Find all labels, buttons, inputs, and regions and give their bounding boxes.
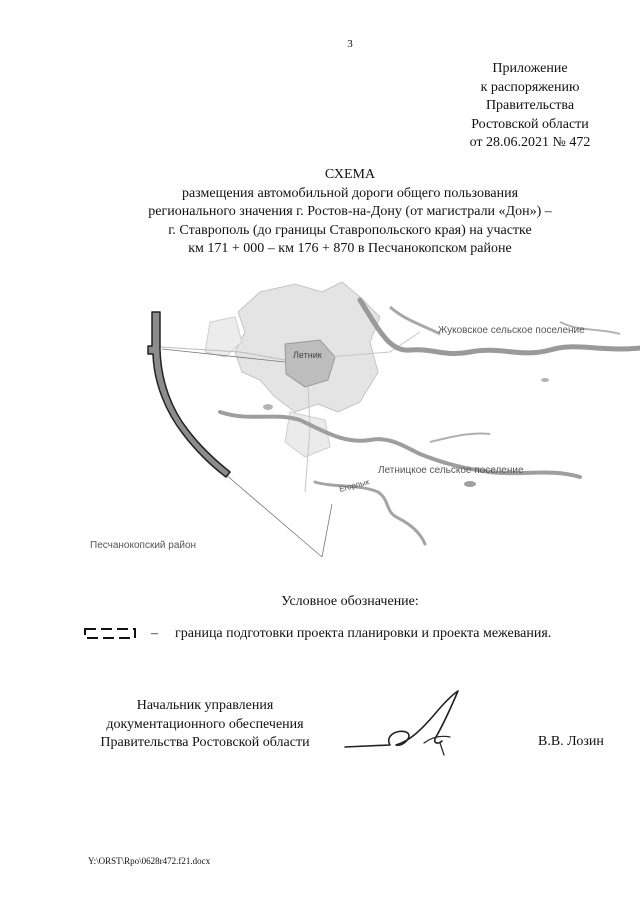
map-label-river: Егорлык (338, 477, 371, 494)
lake (464, 481, 476, 487)
river-south-branch (315, 482, 425, 544)
signer-name: В.В. Лозин (538, 734, 604, 749)
lake (263, 404, 273, 410)
appendix-line: Ростовской области (471, 116, 589, 132)
legend-description: граница подготовки проекта планировки и проекта межевания. (175, 626, 552, 641)
map-label-zhukovskoe: Жуковское сельское поселение (438, 325, 585, 336)
leader-line (322, 504, 332, 557)
signer-position (80, 697, 330, 753)
handwritten-signature (340, 685, 480, 760)
lake (541, 378, 549, 382)
appendix-date-number: от 28.06.2021 № 472 (469, 135, 591, 150)
scheme-map (60, 262, 640, 582)
appendix-line: Приложение (492, 61, 568, 76)
signer-position-line: Правительства Ростовской области (100, 735, 310, 750)
appendix-line: к распоряжению (480, 79, 580, 95)
title-heading: СХЕМА (324, 167, 376, 182)
title-line: г. Ставрополь (до границы Ставропольского края) на участке (168, 222, 532, 238)
signer-position-line: Начальник управления (136, 698, 274, 713)
title-line: размещения автомобильной дороги общего пользования (181, 185, 519, 201)
title-line: км 171 + 000 – км 176 + 870 в Песчанокопском районе (188, 241, 512, 256)
river-south-branch (430, 434, 490, 442)
file-path: Y:\ORST\Rpo\0628r472.f21.docx (88, 856, 211, 866)
appendix-block (420, 60, 640, 153)
map-label-village: Летник (293, 350, 322, 360)
leader-line (225, 474, 322, 557)
river-branch (390, 307, 440, 334)
map-label-letnitskoe: Летницкое сельское поселение (378, 465, 524, 476)
boundary-legend-icon (82, 627, 142, 641)
map-label-district: Песчанокопский район (90, 540, 197, 551)
legend-dash: – (151, 626, 158, 641)
appendix-line: Правительства (485, 98, 575, 113)
title-line: регионального значения г. Ростов-на-Дону (от магистрали «Дон») – (148, 204, 552, 219)
legend-title: Условное обозначение: (281, 594, 419, 609)
page-number: 3 (347, 38, 353, 50)
document-title (20, 166, 640, 259)
signer-position-line: документационного обеспечения (106, 716, 304, 732)
